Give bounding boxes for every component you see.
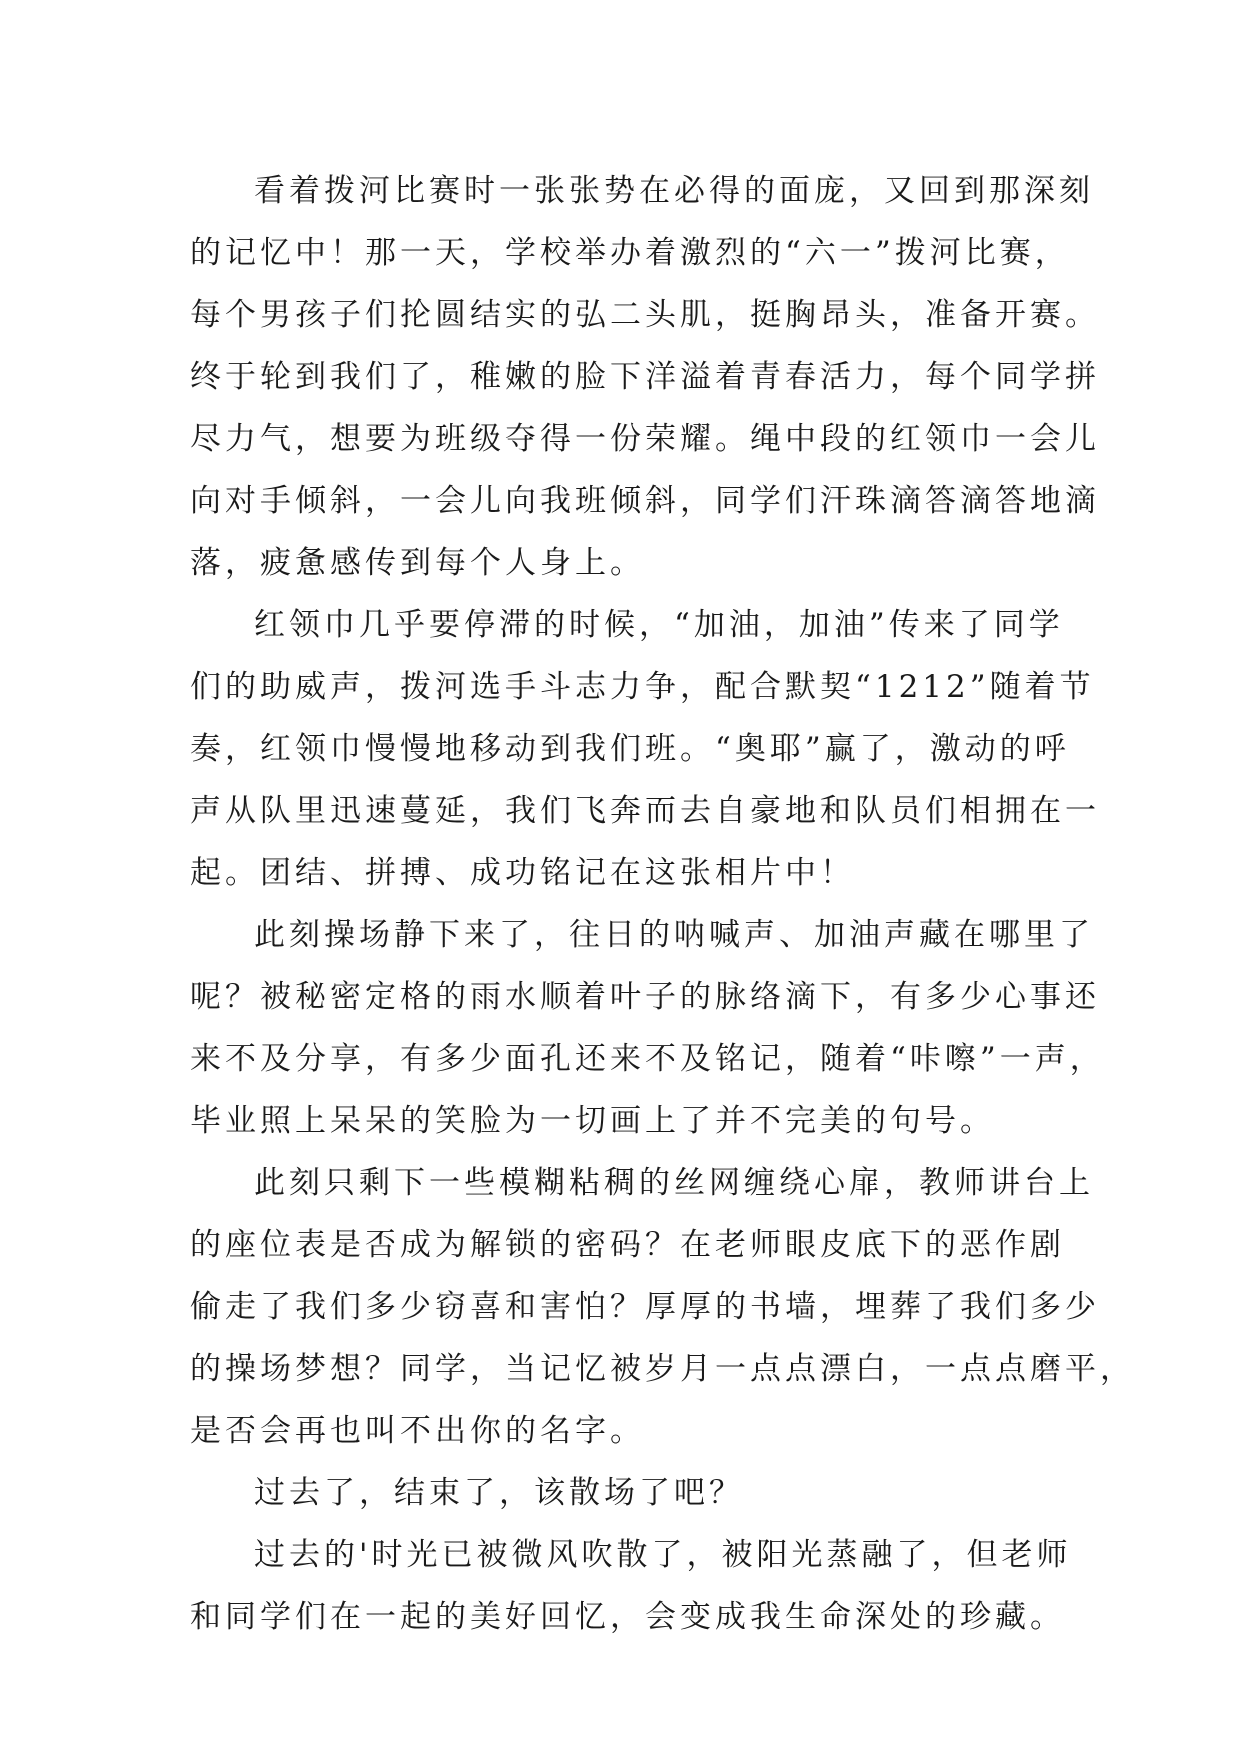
document-body <box>190 160 1135 1648</box>
text-line: 来不及分享，有多少面孔还来不及铭记，随着“咔嚓”一声， <box>190 1041 1105 1077</box>
text-line: 落，疲惫感传到每个人身上。 <box>190 545 645 581</box>
paragraph-1 <box>190 160 1100 594</box>
text-line: 偷走了我们多少窃喜和害怕？厚厚的书墙，埋葬了我们多少 <box>190 1289 1100 1325</box>
text-line: 的操场梦想？同学，当记忆被岁月一点点漂白，一点点磨平， <box>190 1351 1135 1387</box>
text-line: 红领巾几乎要停滞的时候，“加油，加油”传来了同学 <box>254 607 1064 643</box>
paragraph-6 <box>190 1524 1070 1648</box>
text-line: 和同学们在一起的美好回忆，会变成我生命深处的珍藏。 <box>190 1599 1065 1635</box>
text-line: 向对手倾斜，一会儿向我班倾斜，同学们汗珠滴答滴答地滴 <box>190 483 1100 519</box>
text-line: 的座位表是否成为解锁的密码？在老师眼皮底下的恶作剧 <box>190 1227 1065 1263</box>
text-line: 的记忆中！那一天，学校举办着激烈的“六一”拨河比赛， <box>190 235 1070 271</box>
text-line: 奏，红领巾慢慢地移动到我们班。“奥耶”赢了，激动的呼 <box>190 731 1070 767</box>
paragraph-5 <box>190 1462 1070 1524</box>
text-line: 此刻操场静下来了，往日的呐喊声、加油声藏在哪里了 <box>254 917 1094 953</box>
text-line: 呢？被秘密定格的雨水顺着叶子的脉络滴下，有多少心事还 <box>190 979 1100 1015</box>
text-line: 尽力气，想要为班级夺得一份荣耀。绳中段的红领巾一会儿 <box>190 421 1100 457</box>
text-line: 此刻只剩下一些模糊粘稠的丝网缠绕心扉，教师讲台上 <box>254 1165 1094 1201</box>
paragraph-2 <box>190 594 1100 904</box>
paragraph-4 <box>190 1152 1135 1462</box>
text-line: 起。团结、拼搏、成功铭记在这张相片中！ <box>190 855 855 891</box>
text-line: 毕业照上呆呆的笑脸为一切画上了并不完美的句号。 <box>190 1103 995 1139</box>
text-line: 是否会再也叫不出你的名字。 <box>190 1413 645 1449</box>
text-line: 看着拨河比赛时一张张势在必得的面庞，又回到那深刻 <box>254 173 1094 209</box>
text-line: 终于轮到我们了，稚嫩的脸下洋溢着青春活力，每个同学拼 <box>190 359 1100 395</box>
paragraph-3 <box>190 904 1105 1152</box>
text-line: 们的助威声，拨河选手斗志力争，配合默契“1212”随着节 <box>190 669 1095 705</box>
text-line: 声从队里迅速蔓延，我们飞奔而去自豪地和队员们相拥在一 <box>190 793 1100 829</box>
text-line: 每个男孩子们抡圆结实的弘二头肌，挺胸昂头，准备开赛。 <box>190 297 1100 333</box>
text-line: 过去的'时光已被微风吹散了，被阳光蒸融了，但老师 <box>254 1537 1072 1573</box>
text-line: 过去了，结束了，该散场了吧？ <box>254 1475 744 1511</box>
